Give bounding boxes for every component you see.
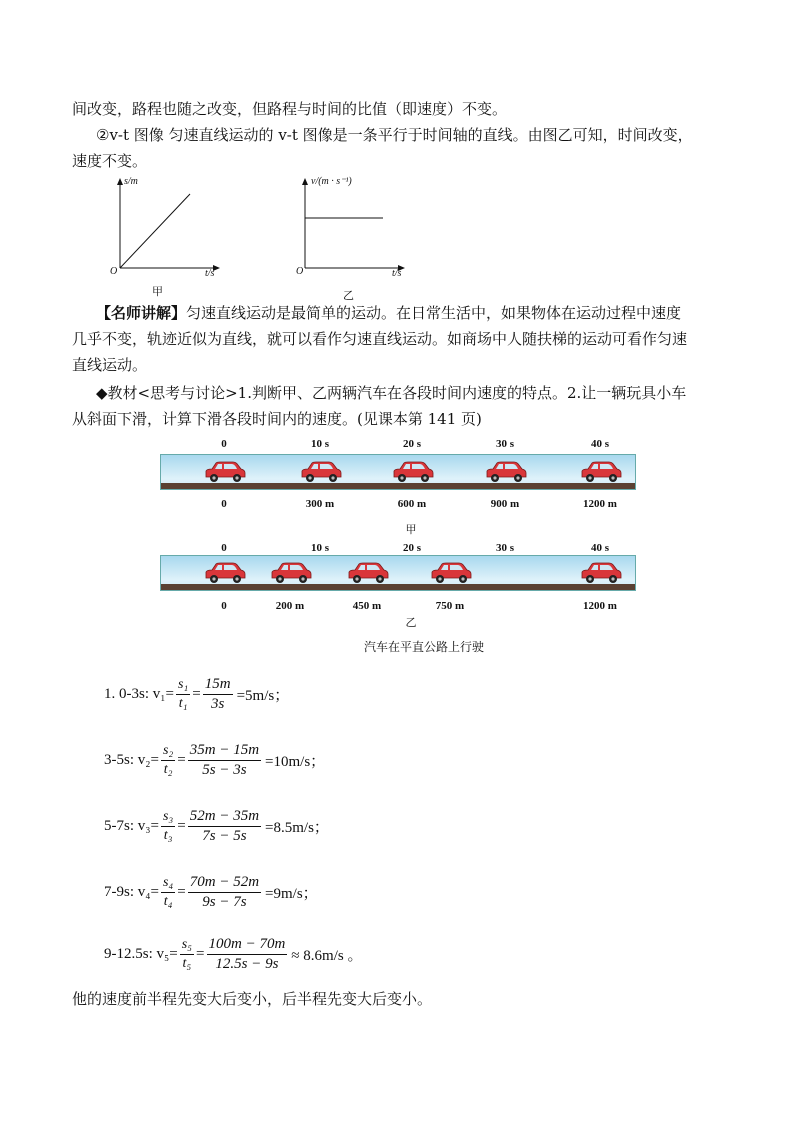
car-icon — [579, 461, 623, 483]
symbol-numerator: s₃ — [161, 809, 175, 827]
para-line-1: 间改变，路程也随之改变，但路程与时间的比值（即速度）不变。 — [72, 100, 508, 118]
road-panel-yi — [160, 555, 636, 591]
value-denominator: 12.5s − 9s — [215, 956, 279, 972]
value-denominator: 5s − 3s — [202, 762, 247, 778]
para-line-3: 速度不变。 — [72, 152, 148, 170]
formula-prefix: 9-12.5s: v₅= — [104, 946, 178, 962]
formula-prefix: 1. 0-3s: v₁= — [104, 686, 174, 702]
graph-jia-xlabel: t/s — [205, 268, 215, 279]
symbol-fraction — [180, 937, 194, 972]
road-asphalt — [161, 584, 635, 590]
value-denominator: 3s — [211, 696, 225, 712]
symbol-numerator: s₂ — [161, 743, 175, 761]
car-icon — [269, 562, 313, 584]
graph-yi-origin: O — [296, 266, 304, 277]
value-denominator: 7s − 5s — [202, 828, 247, 844]
symbol-fraction — [161, 743, 175, 778]
distance-label: 1200 m — [583, 600, 617, 612]
time-label: 20 s — [402, 542, 422, 554]
formula-prefix: 5-7s: v₃= — [104, 818, 159, 834]
time-label: 0 — [221, 542, 227, 554]
graph-yi-xlabel: t/s — [392, 268, 402, 279]
para-line-2: ②v-t 图像 匀速直线运动的 v-t 图像是一条平行于时间轴的直线。由图乙可知，时间改变， — [96, 126, 693, 144]
conclusion-line: 他的速度前半程先变大后变小，后半程先变大后变小。 — [72, 990, 433, 1008]
graph-jia-axes — [112, 176, 222, 276]
symbol-numerator: s₄ — [161, 875, 175, 893]
equals-sign: = — [196, 946, 205, 962]
distance-label: 600 m — [397, 498, 427, 510]
car-icon — [203, 562, 247, 584]
car-icon — [203, 461, 247, 483]
speed-formula — [104, 742, 325, 779]
symbol-fraction — [161, 809, 175, 844]
symbol-fraction — [161, 875, 175, 910]
car-icon — [429, 562, 473, 584]
speed-formula — [104, 936, 362, 973]
value-fraction — [188, 808, 261, 845]
symbol-numerator: s₅ — [180, 937, 194, 955]
time-label: 20 s — [402, 438, 422, 450]
time-label: 40 s — [590, 438, 610, 450]
teacher-text-1: 匀速直线运动是最简单的运动。在日常生活中，如果物体在运动过程中速度 — [186, 304, 682, 322]
value-denominator: 9s − 7s — [202, 894, 247, 910]
car-icon — [579, 562, 623, 584]
teacher-line-1 — [96, 302, 681, 324]
graph-jia-line — [120, 194, 190, 268]
formula-result: =10m/s； — [265, 754, 326, 770]
figure-caption: 汽车在平直公路上行驶 — [363, 640, 485, 654]
time-label: 10 s — [310, 438, 330, 450]
symbol-numerator: s₁ — [176, 677, 190, 695]
value-numerator: 15m — [203, 676, 233, 695]
formula-result: =9m/s； — [265, 886, 318, 902]
equals-sign: = — [177, 818, 186, 834]
car-icon — [299, 461, 343, 483]
graph-yi-caption: 乙 — [343, 289, 354, 302]
distance-label: 750 m — [435, 600, 465, 612]
graph-jia-ylabel: s/m — [124, 176, 138, 187]
symbol-fraction — [176, 677, 190, 712]
graph-jia-origin: O — [110, 266, 118, 277]
car-icon — [346, 562, 390, 584]
value-fraction — [188, 742, 261, 779]
time-label: 30 s — [495, 542, 515, 554]
value-numerator: 100m − 70m — [207, 936, 288, 955]
symbol-denominator: t₂ — [163, 762, 173, 777]
formula-result: =8.5m/s； — [265, 820, 329, 836]
formula-prefix: 3-5s: v₂= — [104, 752, 159, 768]
graph-yi-ylabel: v/(m · s⁻¹) — [311, 176, 352, 187]
distance-label: 450 m — [352, 600, 382, 612]
graph-jia-caption: 甲 — [152, 285, 163, 298]
symbol-denominator: t₁ — [178, 696, 188, 711]
distance-label: 900 m — [490, 498, 520, 510]
formula-result: =5m/s； — [236, 688, 290, 704]
car-icon — [391, 461, 435, 483]
equals-sign: = — [192, 686, 201, 702]
teacher-line-3: 直线运动。 — [72, 356, 148, 374]
speed-formula — [104, 874, 318, 911]
time-label: 10 s — [310, 542, 330, 554]
road-jia-caption: 甲 — [405, 523, 417, 536]
distance-label: 0 — [221, 600, 227, 612]
teacher-line-2: 几乎不变，轨迹近似为直线，就可以看作匀速直线运动。如商场中人随扶梯的运动可看作匀速 — [72, 330, 688, 348]
road-panel-jia — [160, 454, 636, 490]
task-line-2: 从斜面下滑，计算下滑各段时间内的速度。(见课本第 141 页) — [72, 410, 482, 428]
time-label: 30 s — [495, 438, 515, 450]
value-fraction — [188, 874, 261, 911]
road-yi-caption: 乙 — [405, 616, 417, 629]
speed-formula — [104, 808, 329, 845]
value-numerator: 70m − 52m — [188, 874, 261, 893]
road-asphalt — [161, 483, 635, 489]
time-label: 0 — [221, 438, 227, 450]
value-numerator: 35m − 15m — [188, 742, 261, 761]
equals-sign: = — [177, 752, 186, 768]
graph-yi-axes — [297, 176, 407, 276]
speed-formula — [104, 676, 289, 713]
task-line-1: ◆教材<思考与讨论>1.判断甲、乙两辆汽车在各段时间内速度的特点。2.让一辆玩具小车 — [96, 384, 687, 402]
symbol-denominator: t₄ — [163, 894, 173, 909]
value-fraction — [203, 676, 233, 713]
time-label: 40 s — [590, 542, 610, 554]
distance-label: 1200 m — [583, 498, 617, 510]
symbol-denominator: t₃ — [163, 828, 173, 843]
distance-label: 0 — [221, 498, 227, 510]
symbol-denominator: t₅ — [182, 956, 192, 971]
value-fraction — [207, 936, 288, 973]
distance-label: 300 m — [305, 498, 335, 510]
formula-prefix: 7-9s: v₄= — [104, 884, 159, 900]
equals-sign: = — [177, 884, 186, 900]
distance-label: 200 m — [275, 600, 305, 612]
value-numerator: 52m − 35m — [188, 808, 261, 827]
teacher-tag: 【名师讲解】 — [96, 304, 187, 322]
formula-result: ≈ 8.6m/s 。 — [291, 948, 363, 964]
car-icon — [484, 461, 528, 483]
